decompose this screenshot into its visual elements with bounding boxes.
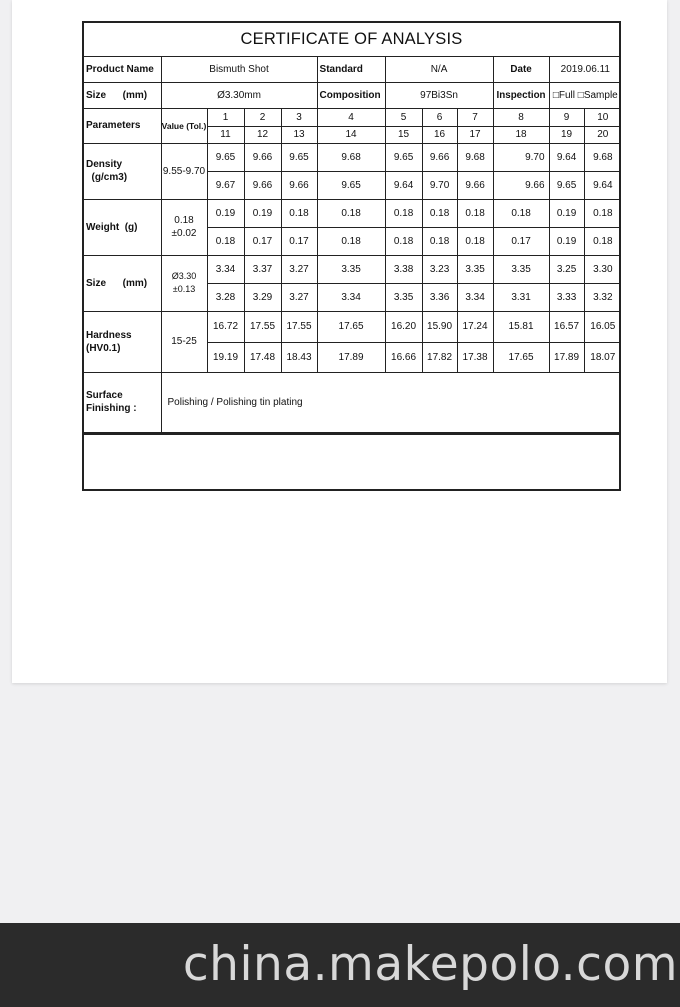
watermark: china.makepolo.com bbox=[182, 937, 678, 992]
measurement-cell: 3.30 bbox=[584, 255, 621, 283]
measurement-cell: 9.65 bbox=[549, 171, 584, 199]
measurement-cell: 0.17 bbox=[281, 227, 317, 255]
measurement-cell: 17.48 bbox=[244, 342, 281, 372]
measurement-cell: 0.18 bbox=[584, 199, 621, 227]
measurement-cell: 9.65 bbox=[385, 143, 422, 171]
composition-value: 97Bi3Sn bbox=[385, 82, 493, 108]
size-tolerance: Ø3.30 ±0.13 bbox=[161, 255, 207, 311]
sample-number: 10 bbox=[584, 108, 621, 126]
measurement-cell: 9.64 bbox=[584, 171, 621, 199]
measurement-cell: 3.31 bbox=[493, 283, 549, 311]
measurement-cell: 17.38 bbox=[457, 342, 493, 372]
measurement-cell: 3.27 bbox=[281, 255, 317, 283]
measurement-cell: 9.66 bbox=[281, 171, 317, 199]
measurement-cell: 3.33 bbox=[549, 283, 584, 311]
measurement-cell: 0.17 bbox=[493, 227, 549, 255]
measurement-cell: 9.65 bbox=[281, 143, 317, 171]
sample-number: 12 bbox=[244, 126, 281, 143]
measurement-cell: 9.66 bbox=[244, 171, 281, 199]
measurement-cell: 3.35 bbox=[493, 255, 549, 283]
measurement-cell: 9.68 bbox=[457, 143, 493, 171]
value-tol-label: Value (Tol.) bbox=[161, 108, 207, 143]
measurement-cell: 9.66 bbox=[422, 143, 457, 171]
analysis-table bbox=[84, 57, 621, 433]
measurement-cell: 9.64 bbox=[385, 171, 422, 199]
measurement-cell: 3.35 bbox=[457, 255, 493, 283]
density-row-1 bbox=[84, 143, 621, 171]
measurement-cell: 16.05 bbox=[584, 311, 621, 342]
measurement-cell: 9.64 bbox=[549, 143, 584, 171]
size-value: Ø3.30mm bbox=[161, 82, 317, 108]
surface-finishing-label: Surface Finishing : bbox=[84, 372, 161, 432]
measurement-cell: 16.66 bbox=[385, 342, 422, 372]
measurement-cell: 0.17 bbox=[244, 227, 281, 255]
measurement-cell: 9.68 bbox=[317, 143, 385, 171]
inspection-sample-checkbox: □Sample bbox=[577, 89, 618, 101]
standard-value: N/A bbox=[385, 57, 493, 82]
measurement-cell: 0.18 bbox=[493, 199, 549, 227]
size-row-1 bbox=[84, 255, 621, 283]
measurement-cell: 16.72 bbox=[207, 311, 244, 342]
measurement-cell: 9.66 bbox=[457, 171, 493, 199]
measurement-cell: 16.20 bbox=[385, 311, 422, 342]
measurement-cell: 0.18 bbox=[207, 227, 244, 255]
measurement-cell: 0.18 bbox=[317, 199, 385, 227]
size-label: Size (mm) bbox=[84, 82, 161, 108]
measurement-cell: 9.65 bbox=[207, 143, 244, 171]
product-name-label: Product Name bbox=[84, 57, 161, 82]
measurement-cell: 0.18 bbox=[457, 199, 493, 227]
measurement-cell: 9.66 bbox=[244, 143, 281, 171]
measurement-cell: 3.35 bbox=[385, 283, 422, 311]
inspection-label: Inspection bbox=[493, 82, 549, 108]
measurement-cell: 0.18 bbox=[422, 199, 457, 227]
measurement-cell: 18.07 bbox=[584, 342, 621, 372]
measurement-cell: 17.24 bbox=[457, 311, 493, 342]
certificate-title: CERTIFICATE OF ANALYSIS bbox=[84, 23, 619, 57]
measurement-cell: 17.65 bbox=[493, 342, 549, 372]
sample-number: 14 bbox=[317, 126, 385, 143]
measurement-cell: 17.89 bbox=[549, 342, 584, 372]
measurement-cell: 3.32 bbox=[584, 283, 621, 311]
remarks-box bbox=[84, 433, 619, 493]
certificate-frame bbox=[82, 21, 621, 491]
inspection-options bbox=[549, 82, 621, 108]
sample-number: 4 bbox=[317, 108, 385, 126]
measurement-cell: 3.35 bbox=[317, 255, 385, 283]
measurement-cell: 0.18 bbox=[385, 199, 422, 227]
weight-row-1 bbox=[84, 199, 621, 227]
header-row-product bbox=[84, 57, 621, 82]
measurement-cell: 3.36 bbox=[422, 283, 457, 311]
measurement-cell: 9.70 bbox=[493, 143, 549, 171]
sample-number: 1 bbox=[207, 108, 244, 126]
header-row-size bbox=[84, 82, 621, 108]
sample-number: 5 bbox=[385, 108, 422, 126]
footer-bar bbox=[0, 923, 680, 1007]
measurement-cell: 17.89 bbox=[317, 342, 385, 372]
sample-number: 2 bbox=[244, 108, 281, 126]
measurement-cell: 0.18 bbox=[385, 227, 422, 255]
sample-number: 15 bbox=[385, 126, 422, 143]
measurement-cell: 3.37 bbox=[244, 255, 281, 283]
measurement-cell: 9.65 bbox=[317, 171, 385, 199]
measurement-cell: 18.43 bbox=[281, 342, 317, 372]
inspection-full-checkbox: □Full bbox=[552, 89, 575, 101]
density-label: Density (g/cm3) bbox=[84, 143, 161, 199]
measurement-cell: 3.25 bbox=[549, 255, 584, 283]
measurement-cell: 3.38 bbox=[385, 255, 422, 283]
weight-label: Weight (g) bbox=[84, 199, 161, 255]
document-page bbox=[12, 0, 667, 683]
sample-number: 6 bbox=[422, 108, 457, 126]
measurement-cell: 0.19 bbox=[549, 227, 584, 255]
sample-number: 11 bbox=[207, 126, 244, 143]
sample-number: 18 bbox=[493, 126, 549, 143]
measurement-cell: 0.19 bbox=[244, 199, 281, 227]
measurement-cell: 3.34 bbox=[457, 283, 493, 311]
measurement-cell: 9.66 bbox=[493, 171, 549, 199]
measurement-cell: 9.68 bbox=[584, 143, 621, 171]
product-name-value: Bismuth Shot bbox=[161, 57, 317, 82]
size-param-label: Size (mm) bbox=[84, 255, 161, 311]
date-value: 2019.06.11 bbox=[549, 57, 621, 82]
measurement-cell: 0.18 bbox=[317, 227, 385, 255]
standard-label: Standard bbox=[317, 57, 385, 82]
sample-number: 17 bbox=[457, 126, 493, 143]
sample-number: 9 bbox=[549, 108, 584, 126]
sample-number: 16 bbox=[422, 126, 457, 143]
measurement-cell: 17.65 bbox=[317, 311, 385, 342]
measurement-cell: 16.57 bbox=[549, 311, 584, 342]
measurement-cell: 3.28 bbox=[207, 283, 244, 311]
hardness-row-1 bbox=[84, 311, 621, 342]
surface-finishing-row bbox=[84, 372, 621, 432]
measurement-cell: 3.27 bbox=[281, 283, 317, 311]
measurement-cell: 3.34 bbox=[207, 255, 244, 283]
hardness-tolerance: 15-25 bbox=[161, 311, 207, 372]
surface-finishing-value: Polishing / Polishing tin plating bbox=[161, 372, 621, 432]
measurement-cell: 0.19 bbox=[207, 199, 244, 227]
measurement-cell: 19.19 bbox=[207, 342, 244, 372]
measurement-cell: 9.67 bbox=[207, 171, 244, 199]
measurement-cell: 17.82 bbox=[422, 342, 457, 372]
parameters-label: Parameters bbox=[84, 108, 161, 143]
measurement-cell: 17.55 bbox=[244, 311, 281, 342]
parameters-header-row-1 bbox=[84, 108, 621, 126]
measurement-cell: 0.18 bbox=[422, 227, 457, 255]
measurement-cell: 15.90 bbox=[422, 311, 457, 342]
measurement-cell: 3.34 bbox=[317, 283, 385, 311]
sample-number: 8 bbox=[493, 108, 549, 126]
sample-number: 3 bbox=[281, 108, 317, 126]
density-tolerance: 9.55-9.70 bbox=[161, 143, 207, 199]
hardness-label: Hardness (HV0.1) bbox=[84, 311, 161, 372]
measurement-cell: 3.23 bbox=[422, 255, 457, 283]
measurement-cell: 15.81 bbox=[493, 311, 549, 342]
measurement-cell: 9.70 bbox=[422, 171, 457, 199]
measurement-cell: 0.18 bbox=[281, 199, 317, 227]
measurement-cell: 17.55 bbox=[281, 311, 317, 342]
sample-number: 19 bbox=[549, 126, 584, 143]
measurement-cell: 3.29 bbox=[244, 283, 281, 311]
sample-number: 13 bbox=[281, 126, 317, 143]
sample-number: 20 bbox=[584, 126, 621, 143]
measurement-cell: 0.18 bbox=[457, 227, 493, 255]
sample-number: 7 bbox=[457, 108, 493, 126]
measurement-cell: 0.18 bbox=[584, 227, 621, 255]
measurement-cell: 0.19 bbox=[549, 199, 584, 227]
date-label: Date bbox=[493, 57, 549, 82]
composition-label: Composition bbox=[317, 82, 385, 108]
weight-tolerance: 0.18 ±0.02 bbox=[161, 199, 207, 255]
